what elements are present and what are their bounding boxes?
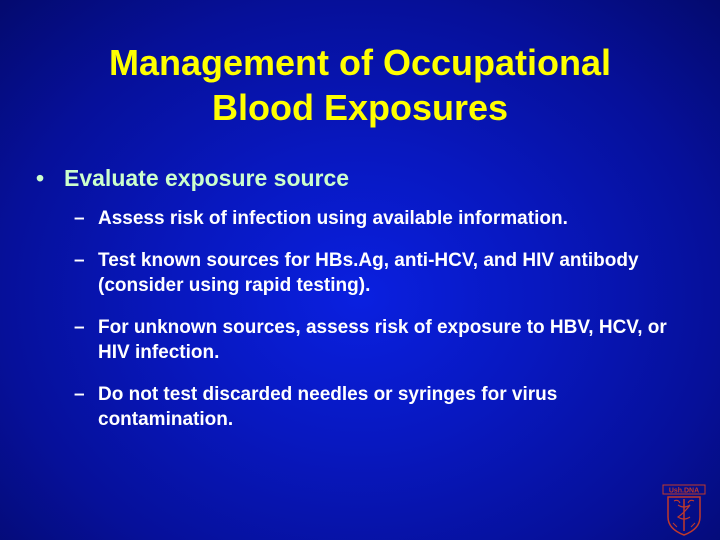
slide-title-line-2: Blood Exposures: [211, 87, 509, 128]
main-bullet-text: Evaluate exposure source: [64, 165, 350, 191]
dash-marker: –: [74, 208, 85, 229]
hhs-logo-icon: [662, 483, 706, 537]
sub-bullet-item: [74, 206, 694, 231]
sub-bullet-text: For unknown sources, assess risk of exposure to HBV, HCV, or HIV infection.: [98, 317, 667, 363]
sub-bullet-text: Do not test discarded needles or syringes for virus contamination.: [98, 384, 558, 430]
slide-title-line-1: Management of Occupational: [108, 42, 612, 83]
sub-bullet-item: [74, 382, 694, 432]
sub-bullet-item: [74, 248, 694, 298]
bullet-marker: •: [36, 165, 45, 191]
sub-bullet-item: [74, 315, 694, 365]
sub-bullet-list: [74, 206, 694, 449]
sub-bullet-text: Test known sources for HBs.Ag, anti-HCV, and HIV antibody (consider using rapid testing).: [98, 250, 639, 296]
dash-marker: –: [74, 384, 85, 405]
sub-bullet-text: Assess risk of infection using available information.: [98, 208, 568, 229]
dash-marker: –: [74, 250, 85, 271]
dash-marker: –: [74, 317, 85, 338]
slide-title: [0, 40, 720, 130]
logo-label: Ush.DNA: [668, 487, 700, 495]
main-bullet: [36, 164, 349, 192]
